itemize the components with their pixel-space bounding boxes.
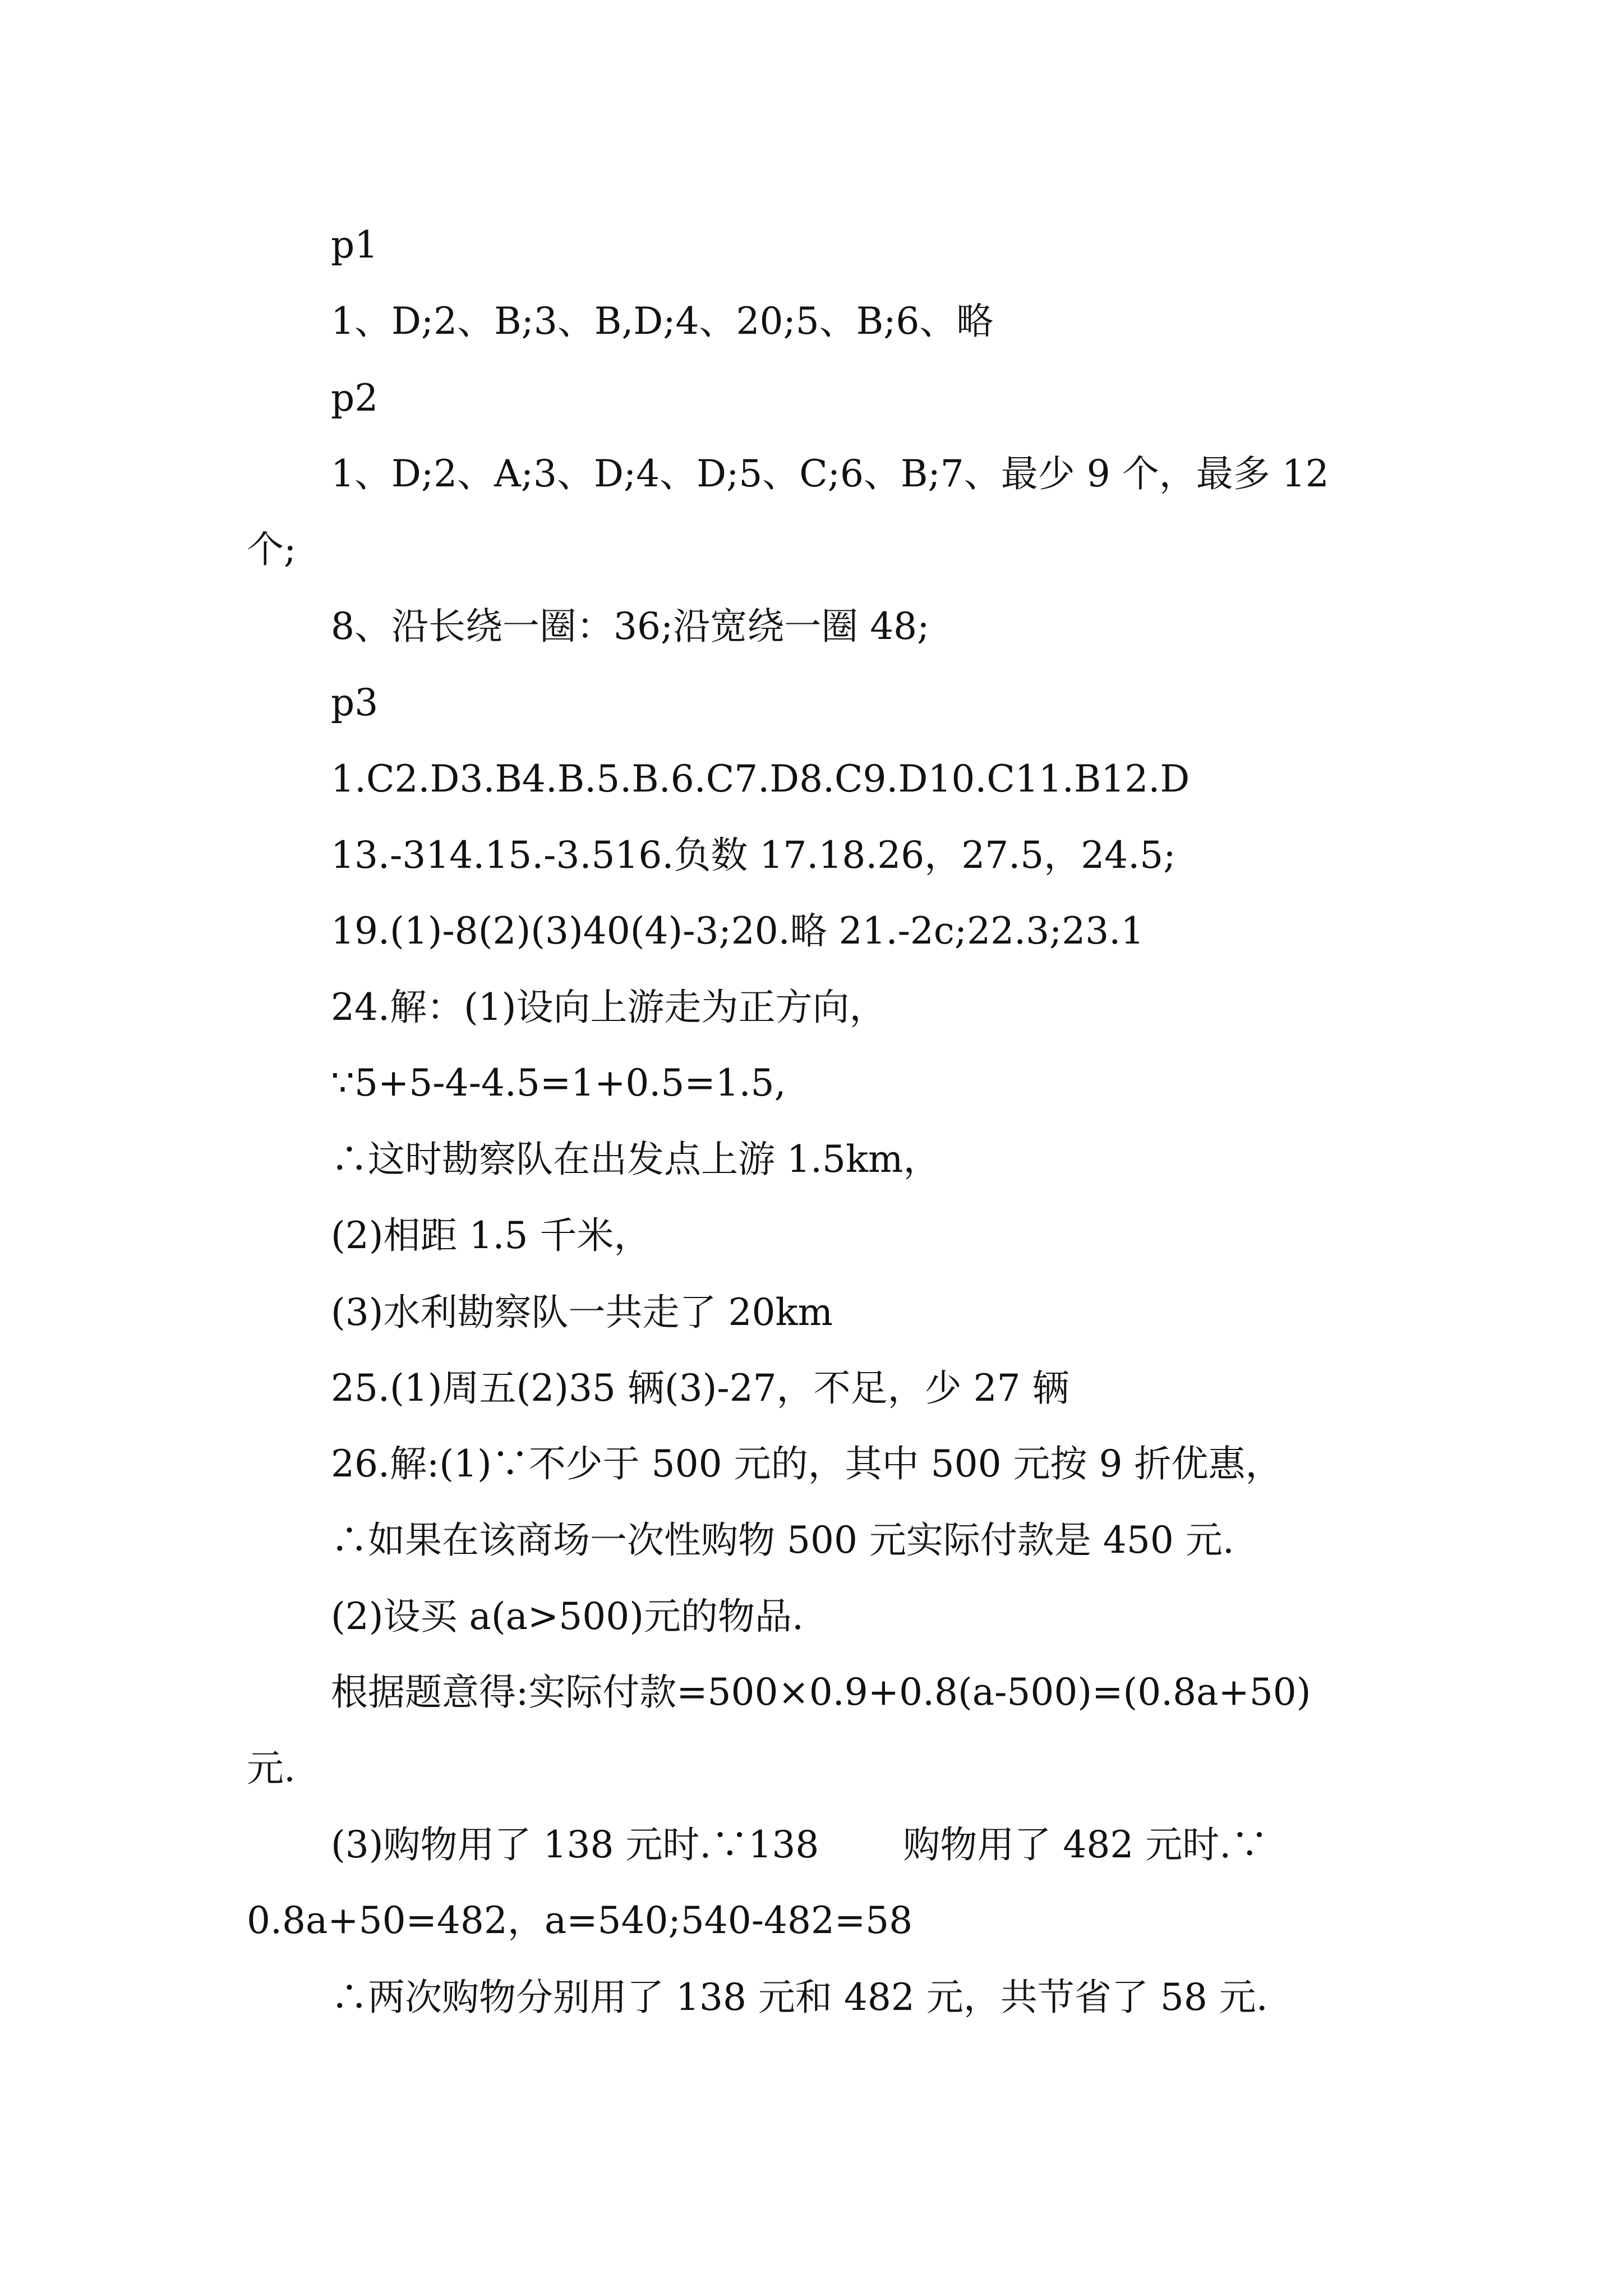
answer-line: 8、沿长绕一圈：36;沿宽绕一圈 48; xyxy=(331,605,930,648)
answer-line: ∴这时勘察队在出发点上游 1.5km， xyxy=(331,1138,940,1181)
answer-line: 24.解：(1)设向上游走为正方向， xyxy=(331,986,887,1029)
answer-line: 26.解:(1)∵不少于 500 元的，其中 500 元按 9 折优惠， xyxy=(331,1442,1283,1485)
answer-line: 19.(1)-8(2)(3)40(4)-3;20.略 21.-2c;22.3;23.1 xyxy=(331,909,1145,953)
answer-line: 1、D;2、A;3、D;4、D;5、C;6、B;7、最少 9 个，最多 12 xyxy=(331,452,1329,495)
answer-fragment: 购物用了 482 元时.∵ xyxy=(903,1823,1269,1866)
answer-line: (3)水利勘察队一共走了 20km xyxy=(331,1291,833,1334)
section-heading-p3: p3 xyxy=(331,681,379,724)
answer-line: (2)设买 a(a>500)元的物品. xyxy=(331,1595,804,1638)
answer-line: ∴如果在该商场一次性购物 500 元实际付款是 450 元. xyxy=(331,1519,1234,1562)
answer-line: (2)相距 1.5 千米， xyxy=(331,1214,651,1257)
answer-line-continuation: 0.8a+50=482，a=540;540-482=58 xyxy=(247,1899,913,1942)
section-heading-p1: p1 xyxy=(331,223,379,266)
answer-line-continuation: 元. xyxy=(247,1747,296,1790)
answer-line: 25.(1)周五(2)35 辆(3)-27，不足，少 27 辆 xyxy=(331,1366,1069,1410)
answer-line xyxy=(331,1823,1396,1867)
answer-line: 根据题意得:实际付款=500×0.9+0.8(a-500)=(0.8a+50) xyxy=(331,1671,1311,1714)
answer-line: 1.C2.D3.B4.B.5.B.6.C7.D8.C9.D10.C11.B12.D xyxy=(331,757,1190,800)
answer-fragment: (3)购物用了 138 元时.∵138 xyxy=(331,1823,819,1866)
answer-line: ∴两次购物分别用了 138 元和 482 元，共节省了 58 元. xyxy=(331,1976,1268,2019)
answer-line: ∵5+5-4-4.5=1+0.5=1.5, xyxy=(331,1061,786,1105)
answer-line: 13.-314.15.-3.516.负数 17.18.26，27.5，24.5; xyxy=(331,834,1176,877)
answer-line: 1、D;2、B;3、B,D;4、20;5、B;6、略 xyxy=(331,300,994,343)
answer-line-continuation: 个; xyxy=(247,528,297,571)
section-heading-p2: p2 xyxy=(331,376,379,420)
